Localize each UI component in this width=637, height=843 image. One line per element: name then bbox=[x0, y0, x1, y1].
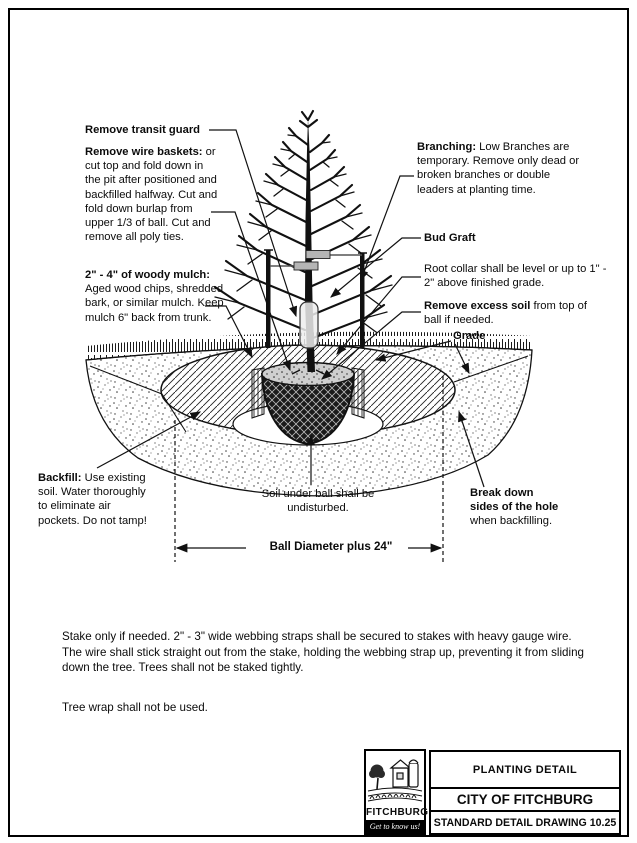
note-tree-wrap: Tree wrap shall not be used. bbox=[62, 701, 208, 714]
label-soil-under-ball: Soil under ball shall be undisturbed. bbox=[261, 488, 375, 515]
title-block-drawing-title: PLANTING DETAIL bbox=[431, 752, 619, 789]
logo-field-icon bbox=[368, 788, 422, 801]
title-block-organization: CITY OF FITCHBURG bbox=[431, 789, 619, 812]
label-branching: Branching: Low Branches are temporary. Remove only dead or broken branches or double leaders at planting time. bbox=[417, 141, 580, 196]
label-woody-mulch: 2" - 4" of woody mulch: Aged wood chips, shredded bark, or similar mulch. Keep mulch 6" back from trunk. bbox=[85, 269, 224, 324]
logo-wordmark: FITCHBURG bbox=[366, 807, 429, 818]
label-root-collar: Root collar shall be level or up to 1" - 2" above finished grade. bbox=[424, 263, 607, 290]
fitchburg-logo-art bbox=[366, 751, 424, 805]
logo-tagline: Get to know us! bbox=[366, 820, 424, 833]
title-block bbox=[429, 750, 621, 835]
note-staking: Stake only if needed. 2" - 3" wide webbing straps shall be secured to stakes with heavy gauge wire. The wire shall stick straight out from the stake, holding the webbing strap up, preventing it from sliding down the tree. Trees shall not be staked tightly. bbox=[62, 630, 584, 675]
label-remove-wire-baskets: Remove wire baskets: or cut top and fold down in the pit after positioned and backfilled halfway. Cut and fold down burlap from upper 1/3 of ball. Cut and remove all poly ties. bbox=[85, 146, 218, 244]
transit-guard bbox=[300, 302, 318, 348]
logo-tree-icon bbox=[377, 778, 378, 789]
city-logo bbox=[364, 749, 429, 835]
webbing-strap-upper bbox=[306, 251, 330, 259]
logo-barn-icon bbox=[391, 760, 418, 787]
label-grade: Grade bbox=[453, 330, 486, 342]
label-ball-diameter: Ball Diameter plus 24" bbox=[269, 540, 393, 553]
webbing-strap-lower bbox=[294, 262, 318, 270]
label-backfill: Backfill: Use existing soil. Water thoroughly to eliminate air pockets. Do not tamp! bbox=[38, 472, 147, 527]
label-bud-graft: Bud Graft bbox=[424, 232, 476, 244]
title-block-drawing-number: STANDARD DETAIL DRAWING 10.25 bbox=[433, 816, 617, 829]
label-remove-transit-guard: Remove transit guard bbox=[85, 124, 201, 136]
label-remove-excess-soil: Remove excess soil from top of ball if needed. bbox=[424, 300, 587, 327]
label-break-down-sides: Break down sides of the hole when backfilling. bbox=[470, 487, 559, 528]
